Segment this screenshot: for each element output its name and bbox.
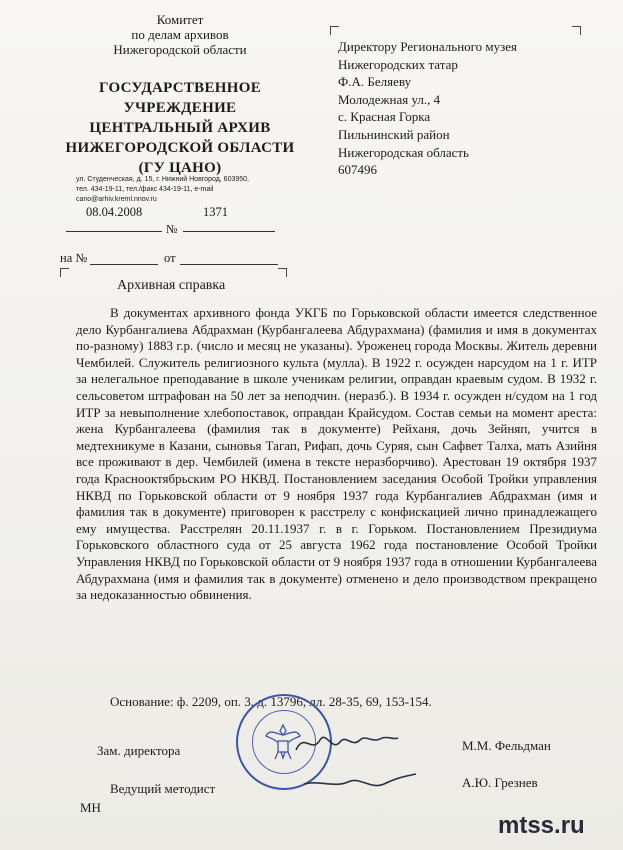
sender-line-3: Нижегородской области: [113, 42, 247, 57]
contact-line-3: cano@arhiv.kreml.nnov.ru: [76, 196, 157, 203]
document-date: 08.04.2008: [86, 205, 143, 219]
recipient-line: 607496: [338, 162, 377, 178]
ref-from-line: [180, 264, 278, 265]
signature-methodist: [300, 770, 420, 800]
ref-no-label: на №: [60, 251, 88, 265]
recipient-line: Нижегородских татар: [338, 56, 458, 72]
ref-no-line: [90, 264, 158, 265]
sender-header: [60, 12, 300, 57]
org-line-2: УЧРЕЖДЕНИЕ: [123, 100, 237, 116]
corner-mark-left: [60, 268, 69, 277]
sender-organization: [52, 78, 308, 178]
methodist-name: А.Ю. Грезнев: [462, 775, 538, 790]
deputy-name: М.М. Фельдман: [462, 738, 551, 753]
number-sign: №: [166, 222, 178, 236]
org-line-3: ЦЕНТРАЛЬНЫЙ АРХИВ: [89, 120, 271, 136]
basis-line: Основание: ф. 2209, оп. 3, д. 13796, лл. 28-35, 69, 153-154.: [110, 694, 432, 709]
initials: МН: [80, 800, 101, 815]
document-body: [76, 305, 597, 604]
org-line-1: ГОСУДАРСТВЕННОЕ: [99, 80, 261, 96]
methodist-title: Ведущий методист: [110, 781, 216, 796]
sender-line-2: по делам архивов: [131, 27, 229, 42]
sender-contacts: [76, 175, 296, 205]
contact-line-2: тел. 434-19-11, тел./факс 434-19-11, e-mail: [76, 186, 214, 193]
recipient-line: Директору Регионального музея: [338, 39, 518, 54]
corner-mark-right: [278, 268, 287, 277]
contact-line-1: ул. Студенческая, д. 15, г. Нижний Новгород, 603950,: [76, 176, 249, 183]
number-line: [183, 231, 275, 232]
org-line-4: НИЖЕГОРОДСКОЙ ОБЛАСТИ: [65, 140, 295, 156]
recipient-line: Нижегородская область: [338, 144, 469, 160]
sender-line-1: Комитет: [156, 12, 204, 27]
signature-deputy: [292, 728, 402, 758]
document-number: 1371: [203, 205, 228, 219]
recipient-address: [338, 38, 598, 179]
recipient-line: Ф.А. Беляеву: [338, 74, 412, 90]
site-watermark[interactable]: mtss.ru: [498, 812, 585, 839]
date-line: [66, 231, 162, 232]
corner-mark-recipient-left: [330, 26, 339, 35]
deputy-title: Зам. директора: [97, 743, 181, 758]
recipient-line: Молодежная ул., 4: [338, 91, 441, 107]
ref-from-label: от: [164, 251, 176, 265]
document-title: Архивная справка: [117, 278, 226, 293]
org-line-5: (ГУ ЦАНО): [138, 160, 222, 176]
body-paragraph: В документах архивного фонда УКГБ по Горьковской области имеется следственное дело Курбангалиева Абдрахман (Курбангалеева Абдурахмана) (фамилия и имя в документах по-разному) 1883 г.р. (число и месяц не указаны). Уроженец города Москвы. Житель деревни Чембилей. Служитель религиозного культа (мулла). В 1922 г. осужден нарсудом на 1 г. ИТР за нелегальное преподавание в школе ученикам религии, оправдан краевым судом. В 1932 г. сельсоветом штрафован на 50 лет за неподчин. (неразб.). В 1934 г. осужден н/судом на 1 год ИТР за невыполнение хлебопоставок, оправдан Крайсудом. Состав семьи на момент ареста: жена Курбангалеева (фамилия так в документе) Рейханя, дочь Зейняп, учится в медтехникуме в Казани, сыновья Тагап, Рифап, дочь Суряя, сын Сафвет Талха, мать Азийня все проживают в дер. Чембилей (имена в тексте неразборчиво). Арестован 19 октября 1937 года Краснооктябрьским РО НКВД. Постановлением заседания Особой Тройки управления НКВД по Горьковской области от 9 ноября 1937 года Курбангалиев Абдрахман (имя и фамилия так в документе) приговорен к расстрелу с конфискацией лично принадлежащего ему имущества. Расстрелян 20.11.1937 г. в г. Горьком. Постановлением Президиума Горьковского областного суда от 25 августа 1962 года постановление Особой Тройки Управления НКВД по Горьковской области от 9 ноября 1937 года в отношении Курбангалеева Абдурахмана (имя и фамилия так в документе) отменено и дело производством прекращено за недоказанностью обвинения.: [76, 305, 597, 603]
corner-mark-recipient-right: [572, 26, 581, 35]
recipient-line: Пильнинский район: [338, 126, 450, 142]
recipient-line: с. Красная Горка: [338, 109, 431, 125]
